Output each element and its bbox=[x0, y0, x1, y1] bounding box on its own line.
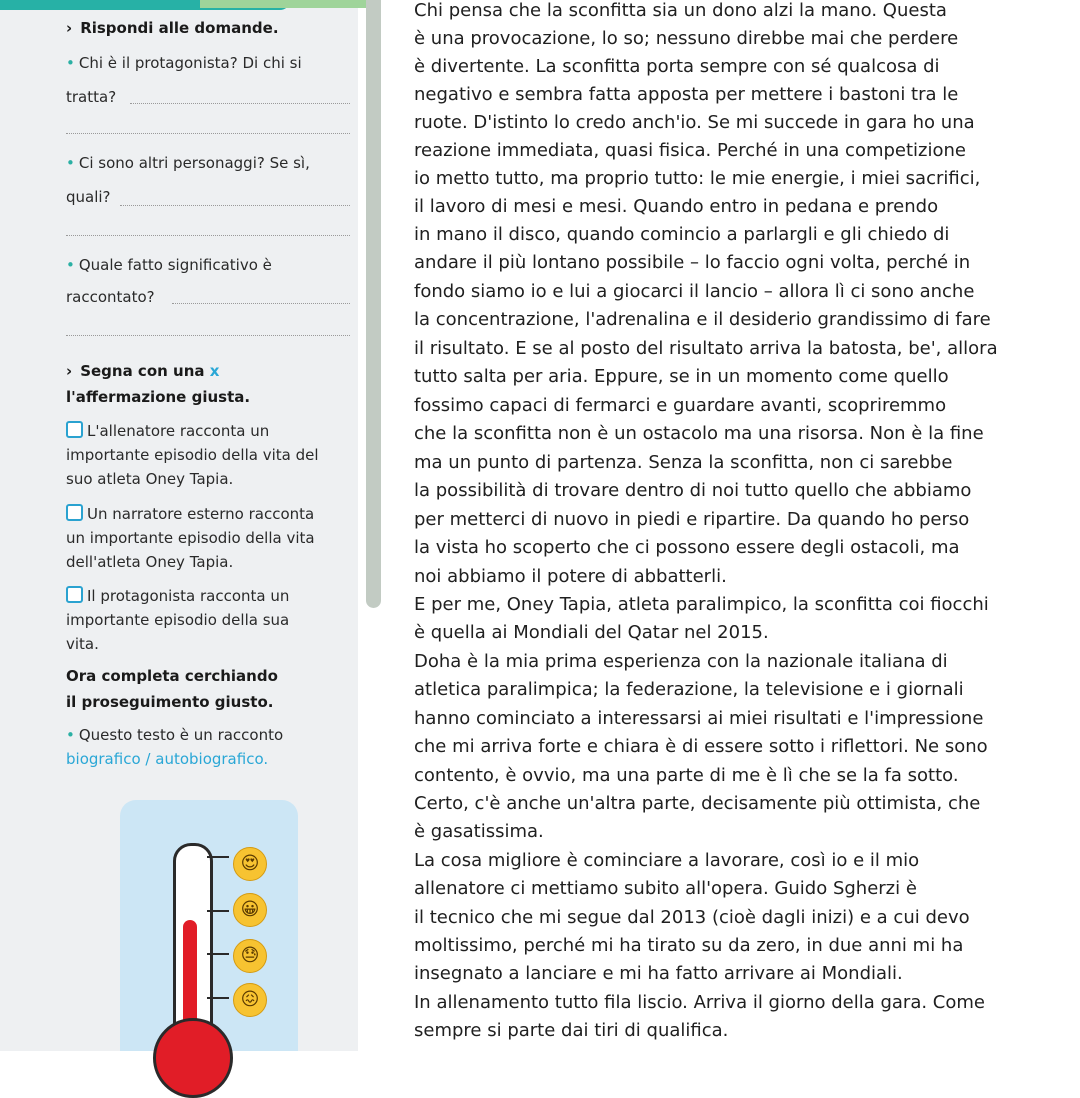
text-line: andare il più lontano possibile – lo faccio ogni volta, perché in bbox=[414, 252, 971, 273]
text-line: negativo e sembra fatta apposta per mettere i bastoni tra le bbox=[414, 84, 959, 105]
question-2: • Ci sono altri personaggi? Se sì, bbox=[66, 154, 310, 172]
question-2-cont: quali? bbox=[66, 188, 111, 206]
option-2-line-3: dell'atleta Oney Tapia. bbox=[66, 553, 234, 571]
complete-heading: Ora completa cerchiando bbox=[66, 667, 278, 685]
text-line: la concentrazione, l'adrenalina e il desiderio grandissimo di fare bbox=[414, 309, 991, 330]
arrow-icon: › bbox=[66, 19, 73, 37]
answer-line-3b[interactable] bbox=[66, 334, 350, 336]
option-3-line-2: importante episodio della sua bbox=[66, 611, 290, 629]
option-1-line-3: suo atleta Oney Tapia. bbox=[66, 470, 234, 488]
text-line: in mano il disco, quando comincio a parlargli e gli chiedo di bbox=[414, 224, 950, 245]
option-2: Un narratore esterno racconta bbox=[66, 501, 314, 527]
text-line: è gasatissima. bbox=[414, 821, 544, 842]
thermometer-mercury bbox=[183, 920, 197, 1030]
answer-line-2b[interactable] bbox=[66, 234, 350, 236]
statement: • Questo testo è un racconto bbox=[66, 726, 284, 744]
bullet-icon: • bbox=[66, 54, 75, 72]
text-line: allenatore ci mettiamo subito all'opera. Guido Sgherzi è bbox=[414, 878, 917, 899]
text-line: insegnato a lanciare e mi ha fatto arrivare ai Mondiali. bbox=[414, 963, 903, 984]
mark-heading: › Segna con una x bbox=[66, 362, 220, 380]
text-line: tutto salta per aria. Eppure, se in un momento come quello bbox=[414, 366, 949, 387]
question-1: • Chi è il protagonista? Di chi si bbox=[66, 54, 302, 72]
option-3: Il protagonista racconta un bbox=[66, 583, 289, 609]
top-accent-strip-light bbox=[200, 0, 380, 8]
text-line: ma un punto di partenza. Senza la sconfitta, non ci sarebbe bbox=[414, 452, 953, 473]
checkbox-option-3[interactable] bbox=[66, 586, 83, 603]
mark-heading-cont: l'affermazione giusta. bbox=[66, 388, 251, 406]
checkbox-option-2[interactable] bbox=[66, 504, 83, 521]
text-line: contento, è ovvio, ma una parte di me è lì che se la fa sotto. bbox=[414, 765, 959, 786]
question-1-cont: tratta? bbox=[66, 88, 117, 106]
answer-line-2[interactable] bbox=[120, 204, 350, 206]
choice-autobiografico[interactable]: autobiografico. bbox=[155, 750, 269, 768]
worried-emoji-icon[interactable]: 😓 bbox=[233, 939, 267, 973]
text-line: fossimo capaci di fermarci e guardare avanti, scopriremmo bbox=[414, 395, 947, 416]
text-line: la vista ho scoperto che ci possono essere degli ostacoli, ma bbox=[414, 537, 960, 558]
text-line: moltissimo, perché mi ha tirato su da zero, in due anni mi ha bbox=[414, 935, 964, 956]
text-line: il lavoro di mesi e mesi. Quando entro in pedana e prendo bbox=[414, 196, 939, 217]
column-divider bbox=[366, 0, 381, 608]
bullet-icon: • bbox=[66, 726, 75, 744]
answer-line-3[interactable] bbox=[172, 302, 350, 304]
bullet-icon: • bbox=[66, 154, 75, 172]
text-line: è una provocazione, lo so; nessuno direbbe mai che perdere bbox=[414, 28, 959, 49]
text-line: La cosa migliore è cominciare a lavorare, così io e il mio bbox=[414, 850, 920, 871]
text-line: hanno cominciato a interessarsi ai miei risultati e l'impressione bbox=[414, 708, 984, 729]
confounded-emoji-icon[interactable]: 😖 bbox=[233, 983, 267, 1017]
checkbox-option-1[interactable] bbox=[66, 421, 83, 438]
answer-heading: › Rispondi alle domande. bbox=[66, 19, 279, 37]
text-line: il tecnico che mi segue dal 2013 (cioè dagli inizi) e a cui devo bbox=[414, 907, 970, 928]
answer-line-1b[interactable] bbox=[66, 132, 350, 134]
option-1-line-2: importante episodio della vita del bbox=[66, 446, 319, 464]
text-line: per metterci di nuovo in piedi e ripartire. Da quando ho perso bbox=[414, 509, 970, 530]
text-line: reazione immediata, quasi fisica. Perché in una competizione bbox=[414, 140, 966, 161]
choice-row bbox=[66, 746, 268, 772]
heart-eyes-emoji-icon[interactable]: 😍 bbox=[233, 847, 267, 881]
text-line: è divertente. La sconfitta porta sempre con sé qualcosa di bbox=[414, 56, 940, 77]
text-line: atletica paralimpica; la federazione, la televisione e i giornali bbox=[414, 679, 964, 700]
text-line: Certo, c'è anche un'altra parte, decisamente più ottimista, che bbox=[414, 793, 981, 814]
question-3-cont: raccontato? bbox=[66, 288, 155, 306]
text-line: sempre si parte dai tiri di qualifica. bbox=[414, 1020, 729, 1041]
text-line: la possibilità di trovare dentro di noi tutto quello che abbiamo bbox=[414, 480, 972, 501]
text-line: che la sconfitta non è un ostacolo ma una risorsa. Non è la fine bbox=[414, 423, 984, 444]
text-line: che mi arriva forte e chiara è di essere sotto i riflettori. Ne sono bbox=[414, 736, 988, 757]
option-1: L'allenatore racconta un bbox=[66, 418, 269, 444]
option-3-line-3: vita. bbox=[66, 635, 99, 653]
thermometer-tick bbox=[207, 997, 229, 999]
bullet-icon: • bbox=[66, 256, 75, 274]
text-line: E per me, Oney Tapia, atleta paralimpico, la sconfitta coi fiocchi bbox=[414, 594, 989, 615]
option-2-line-2: un importante episodio della vita bbox=[66, 529, 315, 547]
smile-emoji-icon[interactable]: 😀 bbox=[233, 893, 267, 927]
text-line: è quella ai Mondiali del Qatar nel 2015. bbox=[414, 622, 769, 643]
text-line: il risultato. E se al posto del risultato arriva la batosta, be', allora bbox=[414, 338, 998, 359]
thermometer-tick bbox=[207, 953, 229, 955]
arrow-icon: › bbox=[66, 362, 73, 380]
choice-separator: / bbox=[145, 750, 151, 768]
choice-biografico[interactable]: biografico bbox=[66, 750, 141, 768]
text-line: ruote. D'istinto lo credo anch'io. Se mi succede in gara ho una bbox=[414, 112, 975, 133]
text-line: Chi pensa che la sconfitta sia un dono alzi la mano. Questa bbox=[414, 0, 947, 21]
text-line: noi abbiamo il potere di abbatterli. bbox=[414, 566, 727, 587]
text-line: Doha è la mia prima esperienza con la nazionale italiana di bbox=[414, 651, 948, 672]
complete-heading-cont: il proseguimento giusto. bbox=[66, 693, 274, 711]
thermometer-tick bbox=[207, 910, 229, 912]
text-line: io metto tutto, ma proprio tutto: le mie energie, i miei sacrifici, bbox=[414, 168, 981, 189]
answer-line-1[interactable] bbox=[130, 102, 350, 104]
text-line: In allenamento tutto fila liscio. Arriva il giorno della gara. Come bbox=[414, 992, 985, 1013]
thermometer-tick bbox=[207, 856, 229, 858]
question-3: • Quale fatto significativo è bbox=[66, 256, 272, 274]
thermometer-bulb bbox=[153, 1018, 233, 1098]
text-line: fondo siamo io e lui a giocarci il lancio – allora lì ci sono anche bbox=[414, 281, 975, 302]
x-mark-icon: x bbox=[209, 362, 220, 380]
